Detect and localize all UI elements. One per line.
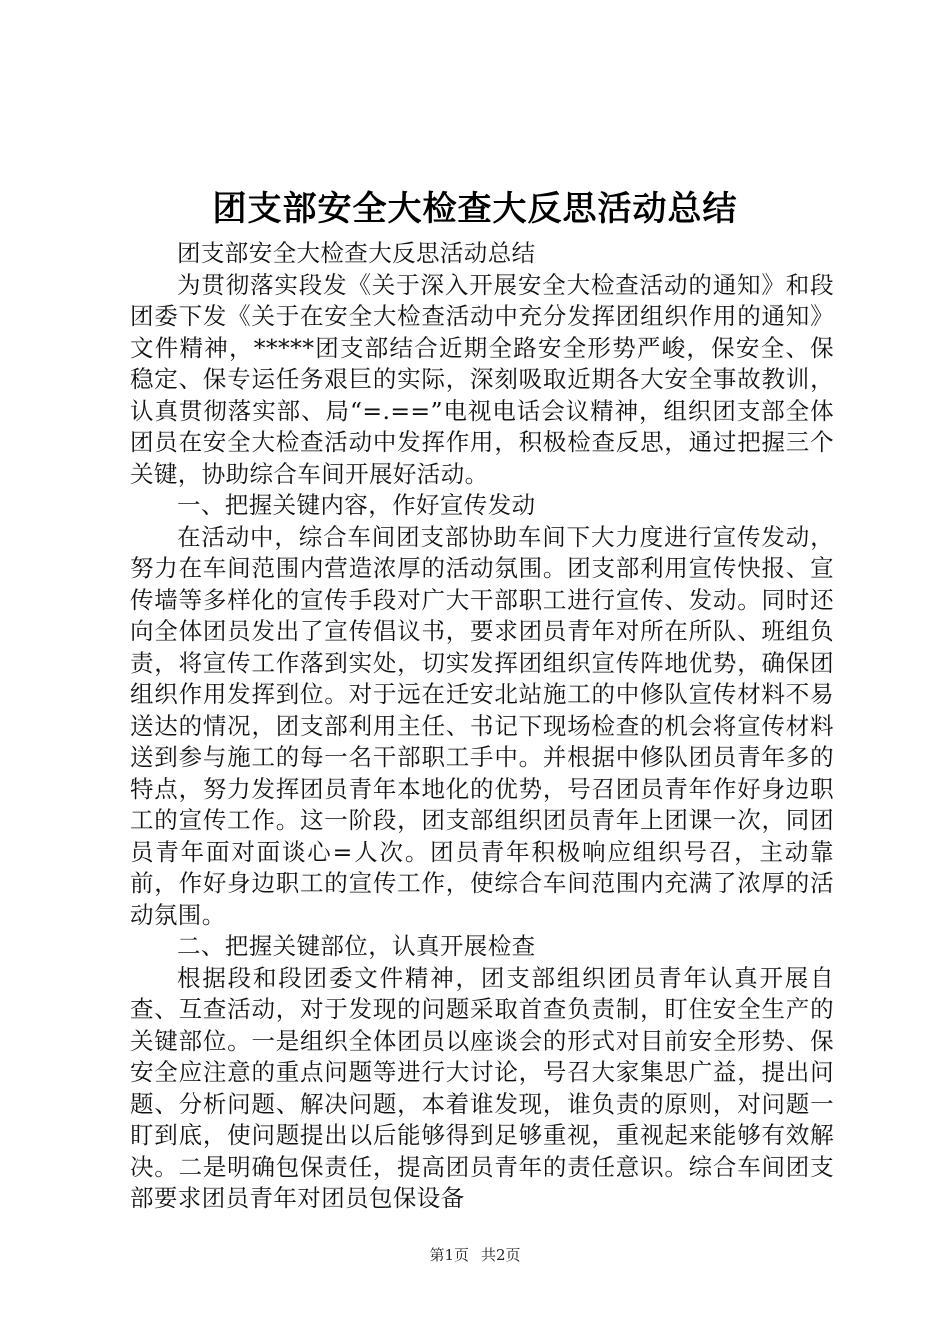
- body-paragraph-intro: 为贯彻落实段发《关于深入开展安全大检查活动的通知》和段团委下发《关于在安全大检查活动中充分发挥团组织作用的通知》文件精神，*****团支部结合近期全路安全形势严峻，保安全、保稳定、保专运任务艰巨的实际，深刻吸取近期各大安全事故教训，认真贯彻落实部、局“=.==”电视电话会议精神，组织团支部全体团员在安全大检查活动中发挥作用，积极检查反思，通过把握三个关键，协助综合车间开展好活动。: [130, 270, 834, 488]
- page-total: 共2页: [481, 1246, 521, 1264]
- document-title: 团支部安全大检查大反思活动总结: [212, 189, 738, 229]
- section-heading-1: 一、把握关键内容，作好宣传发动: [177, 491, 536, 519]
- body-paragraph-section-2: 根据段和段团委文件精神，团支部组织团员青年认真开展自查、互查活动，对于发现的问题采取首查负责制，盯住安全生产的关键部位。一是组织全体团员以座谈会的形式对目前安全形势、保安全应注意的重点问题等进行大讨论，号召大家集思广益，提出问题、分析问题、解决问题，本着谁发现，谁负责的原则，对问题一盯到底，使问题提出以后能够得到足够重视，重视起来能够有效解决。二是明确包保责任，提高团员青年的责任意识。综合车间团支部要求团员青年对团员包保设备: [130, 963, 834, 1212]
- page-number: 第1页: [429, 1246, 469, 1264]
- document-body: [130, 238, 834, 1215]
- body-subtitle: 团支部安全大检查大反思活动总结: [177, 239, 536, 267]
- page-footer: [0, 1245, 950, 1265]
- section-heading-2: 二、把握关键部位，认真开展检查: [177, 932, 536, 960]
- body-paragraph-section-1: 在活动中，综合车间团支部协助车间下大力度进行宣传发动，努力在车间范围内营造浓厚的活动氛围。团支部利用宣传快报、宣传墙等多样化的宣传手段对广大干部职工进行宣传、发动。同时还向全体团员发出了宣传倡议书，要求团员青年对所在所队、班组负责，将宣传工作落到实处，切实发挥团组织宣传阵地优势，确保团组织作用发挥到位。对于远在迁安北站施工的中修队宣传材料不易送达的情况，团支部利用主任、书记下现场检查的机会将宣传材料送到参与施工的每一名干部职工手中。并根据中修队团员青年多的特点，努力发挥团员青年本地化的优势，号召团员青年作好身边职工的宣传工作。这一阶段，团支部组织团员青年上团课一次，同团员青年面对面谈心=人次。团员青年积极响应组织号召，主动靠前，作好身边职工的宣传工作，使综合车间范围内充满了浓厚的活动氛围。: [130, 522, 834, 929]
